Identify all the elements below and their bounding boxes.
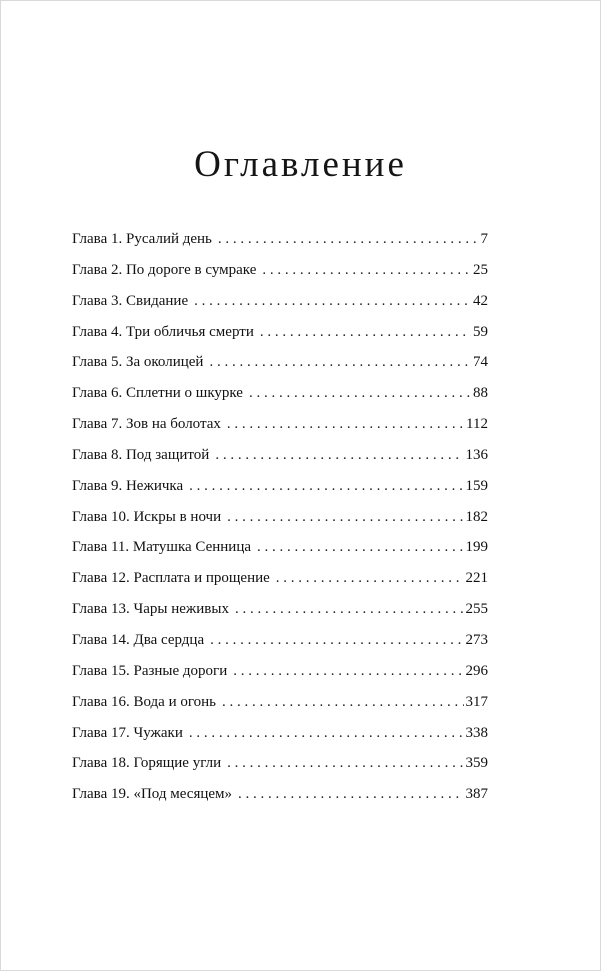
- toc-entry: [72, 229, 488, 260]
- page-number: 359: [465, 755, 488, 772]
- page-number: 112: [466, 416, 488, 433]
- page-number: 255: [465, 601, 488, 618]
- dot-leader: [218, 229, 479, 249]
- chapter-title: Глава 16. Вода и огонь: [72, 693, 217, 710]
- dot-leader: [189, 476, 463, 496]
- chapter-title: Глава 14. Два сердца: [72, 631, 205, 648]
- toc-entry: [72, 383, 488, 414]
- page-number: 42: [473, 292, 488, 309]
- chapter-title: Глава 11. Матушка Сенница: [72, 539, 252, 556]
- dot-leader: [210, 630, 463, 650]
- page-number: 59: [473, 323, 488, 340]
- dot-leader: [222, 692, 463, 712]
- table-of-contents: [72, 229, 488, 815]
- chapter-title: Глава 1. Русалий день: [72, 231, 212, 247]
- toc-entry: [72, 414, 488, 445]
- toc-entry: [72, 630, 488, 661]
- chapter-title: Глава 15. Разные дороги: [72, 662, 228, 679]
- page-number: 338: [465, 724, 488, 741]
- dot-leader: [209, 352, 471, 372]
- toc-entry: [72, 537, 488, 568]
- toc-entry: [72, 599, 488, 630]
- dot-leader: [257, 537, 463, 557]
- chapter-title: Глава 2. По дороге в сумраке: [72, 261, 257, 278]
- page-number: 88: [473, 385, 488, 402]
- toc-entry: [72, 291, 488, 322]
- chapter-title: Глава 6. Сплетни о шкурке: [72, 385, 243, 402]
- dot-leader: [249, 383, 471, 403]
- page-number: 7: [480, 231, 488, 247]
- page-number: 296: [465, 662, 488, 679]
- toc-entry: [72, 661, 488, 692]
- dot-leader: [260, 322, 471, 342]
- dot-leader: [238, 784, 463, 804]
- chapter-title: Глава 3. Свидание: [72, 292, 189, 309]
- chapter-title: Глава 19. «Под месяцем»: [72, 786, 233, 803]
- dot-leader: [227, 414, 464, 434]
- dot-leader: [276, 568, 464, 588]
- toc-entry: [72, 445, 488, 476]
- dot-leader: [227, 507, 463, 527]
- chapter-title: Глава 18. Горящие угли: [72, 755, 222, 772]
- toc-entry: [72, 753, 488, 784]
- page-number: 159: [465, 477, 488, 494]
- chapter-title: Глава 17. Чужаки: [72, 724, 183, 741]
- chapter-title: Глава 10. Искры в ночи: [72, 508, 222, 525]
- chapter-title: Глава 13. Чары неживых: [72, 601, 229, 618]
- toc-entry: [72, 507, 488, 538]
- page-title: Оглавление: [194, 144, 407, 185]
- page-number: 136: [465, 446, 488, 463]
- page-number: 199: [465, 539, 488, 556]
- page-number: 317: [465, 693, 488, 710]
- toc-entry: [72, 352, 488, 383]
- page-number: 387: [465, 786, 488, 803]
- page-number: 273: [465, 631, 488, 648]
- chapter-title: Глава 5. За околицей: [72, 354, 204, 371]
- dot-leader: [233, 661, 463, 681]
- page-number: 182: [465, 508, 488, 525]
- dot-leader: [215, 445, 463, 465]
- page-number: 74: [473, 354, 488, 371]
- toc-entry: [72, 322, 488, 353]
- toc-entry: [72, 784, 488, 815]
- chapter-title: Глава 4. Три обличья смерти: [72, 323, 254, 340]
- chapter-title: Глава 8. Под защитой: [72, 446, 210, 463]
- chapter-title: Глава 12. Расплата и прощение: [72, 570, 270, 587]
- toc-entry: [72, 568, 488, 599]
- dot-leader: [262, 260, 471, 280]
- page-number: 25: [473, 261, 488, 278]
- dot-leader: [194, 291, 471, 311]
- page-number: 221: [465, 570, 488, 587]
- toc-entry: [72, 260, 488, 291]
- dot-leader: [189, 723, 464, 743]
- dot-leader: [235, 599, 464, 619]
- chapter-title: Глава 9. Нежичка: [72, 477, 184, 494]
- chapter-title: Глава 7. Зов на болотах: [72, 416, 221, 433]
- dot-leader: [227, 753, 463, 773]
- toc-entry: [72, 723, 488, 754]
- toc-entry: [72, 692, 488, 723]
- toc-entry: [72, 476, 488, 507]
